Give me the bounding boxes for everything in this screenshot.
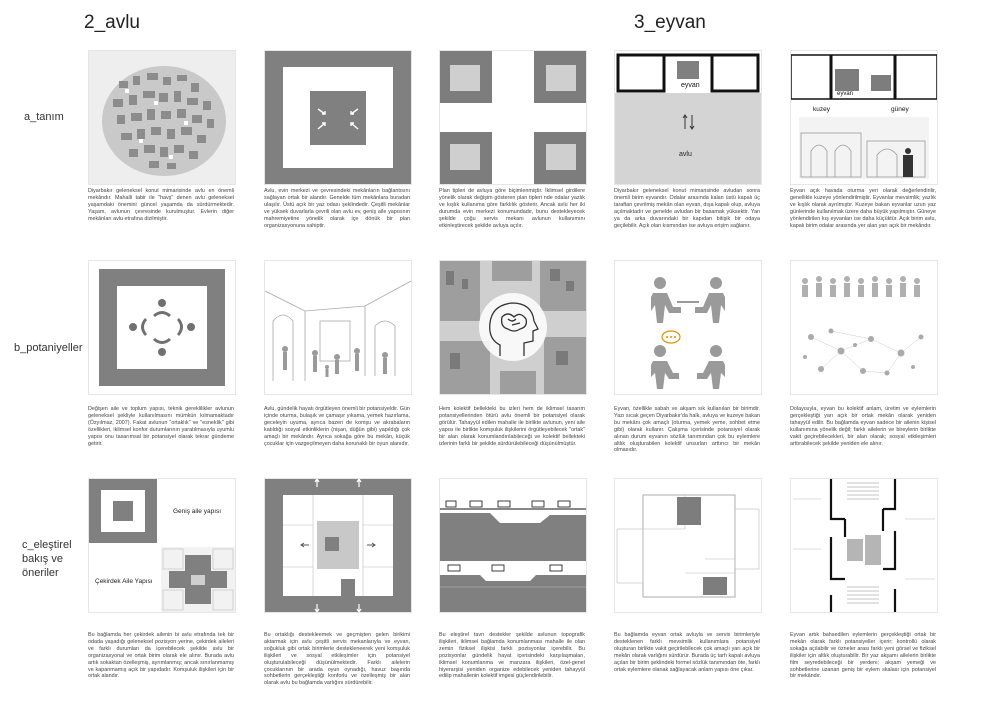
row-title-potaniyeller: b_potaniyeller: [14, 342, 83, 354]
tile-avlu-family-structure: [88, 478, 236, 613]
family-structure-drawing: [89, 479, 235, 612]
tile-eyvan-plan: [614, 50, 762, 185]
caption-b3: Hem kolektif bellekteki bu izleri hem de iklimsel tasarım potansiyellerinden ötürü avlu önemli bir potansiyel olarak görülür. Tahayyül edilen mahalle ile birlikte avlunun, yeni aile yapısı ile birlikte komşuluk ilişkilerini örgütleyebilecek "ortak" bir alan olarak konumlandırılabileceği ve kolektif bellekteki izlerinin farklı bir şekilde sürdürülebileceği düşünülmüştür.: [439, 406, 585, 447]
row-title-line-3: öneriler: [22, 567, 59, 579]
row-title-line-2: bakış ve: [22, 553, 63, 565]
caption-a4: Diyarbakır geleneksel konut mimarisinde avludan sonra önemli birim eyvandır. Odalar arasında kalan üstü kapalı üç taraftan çevrilmiş mekân olan eyvan, dışa kapalı olup, avluya açılmaktadır ve genelde avludan bir basamak yüksektir. Yan ya da arka duvarındaki bir kapıdan bitişik bir odaya geçilebilir. Açık olan kısmından ise avluya erişim sağlanır.: [614, 188, 760, 229]
topography-sections-drawing: [440, 479, 586, 612]
life-sketch-drawing: [265, 261, 411, 394]
tile-eyvan-street-relations: [790, 478, 938, 613]
caption-b5: Dolayısıyla, eyvan bu kolektif anlam, üretim ve eylemlerin gerçekleştiği yarı açık bir ortak mekân olarak yeniden tahayyül edilir. Bu bağlamda eyvan sadece bir ailenin kişisel kullanımına yönelik değil; farklı ailelerin ve bireylerin birlikte vakit geçirebilecekleri, bir alan olarak; sosyal etkileşimleri arttırabilecek şekilde yeniden ele alınır.: [790, 406, 936, 447]
tile-eyvan-collective-network: [790, 260, 938, 395]
label-eyvan-2: eyvan: [837, 91, 854, 97]
row-title-line-1: c_eleştirel: [22, 539, 72, 551]
caption-b1: Değişen aile ve toplum yapısı, teknik gereklilikler avlunun geleneksel şekliyle kullanılmasını mümkün kılmamaktadır (Özyılmaz, 2007). Fakat avlunun "ortaklık" ve "esneklik" gibi özellikleri, iklimsel konfor durumlarının yaratılmasıyla uyumlu yapısı onu tasarımsal bir potansiyel olarak tekrar gündeme getirir.: [88, 406, 234, 447]
label-eyvan: eyvan: [681, 82, 700, 89]
caption-b4: Eyvan, özellikle sabah ve akşam sık kullanılan bir birimdir. Yazı sıcak geçen Diyarbakır'da halk, avluya ve kuzeye bakan bu mekânı çok amaçlı (oturma, yemek yeme, sohbet etme gibi) olarak kullanır. Çalışma içerisinde potansiyel olarak alınan durum eyvanın sözlük tanımından çok bu eylemlere altlık oluşturabilen kolektif unsurları arttırıcı bir mekân olmasıdır.: [614, 406, 760, 454]
tile-avlu-topography-sections: [439, 478, 587, 613]
label-avlu: avlu: [679, 151, 692, 158]
label-cekirdek-aile: Çekirdek Aile Yapısı: [95, 578, 153, 585]
tile-avlu-shared-units: [264, 478, 412, 613]
caption-c3: Bu eleştirel tavrı destekler şekilde avlunun topografik ilişkileri, iklimsel bağlamda konumlanması mahalle ile olan zemin fiziksel ilişkisi farklı pozisyonlar içerebilir. Bu pozisyonlar gündelik hayat içerisindeki karşılaşmaları, iklimsel konumlanma ve manzara ilişkileri, özel-genel hiyerarşisi yeniden organize edebilecek yeniden tahayyül edilip mahallenin kolektif imgesi güçlendirilebilir.: [439, 632, 585, 680]
tile-avlu-people-circle: [88, 260, 236, 395]
caption-c2: Bu ortaklığı destekleemek ve geçmişten gelen birikimi aktarmak için avlu çeşitli servis mekanlarıyla ve eyvan, soğukluk gibi ortak birimlerle destekleneerek yeni komşuluk ilişkileri ve sosyal etkileşimler için potansiyel oluşturulabileceği düşünülmektedir. Farklı ailelerin çocuklarının bir arada oyun oynadığı, havuz başında sohbetlerin gerçekleştiği konforlu ve özelleşmiş bir alan olarak avlu bu bağlamda varlığını sürdürebilir.: [264, 632, 410, 687]
eyvan-proposal-drawing: [615, 479, 761, 612]
plan-types-drawing: [440, 51, 586, 184]
caption-a2: Avlu, evin merkezi ve çevresindeki mekânların bağlantısını sağlayan ortak bir alandır. Genelde tüm mekânlara buradan ulaşılır. Üstü açık bir yaz odası şeklindedir. Çeşitli mekânlar ve yüksek duvarlarla çevrili olan avlu ev, geniş aile yapısının mahremiyetine yönelik olarak içe dönük bir plan organizasyonuna sahiptir.: [264, 188, 410, 229]
caption-c1: Bu bağlamda her çekirdek ailenin bi avlu etrafında tek bir odada yaşadığı geleneksel pozisyon yerine, çekirdek aileleri ve farklı durumları da içerebilecek şekilde avlu bir organizasyonal ve ortak birim olarak ele alınır. Burada avlu artık sokaktan özelleşmiş, ayrımlanmış; ancak sınırlanmamış ve kapanmamış açık bir yapıdadır. Komşuluk ilişkileri için bir ortak alandır.: [88, 632, 234, 680]
label-kuzey: kuzey: [813, 106, 830, 113]
tile-avlu-life-sketch: [264, 260, 412, 395]
people-circle-drawing: [89, 261, 235, 394]
aerial-map-drawing: [89, 51, 235, 184]
caption-c4: Bu bağlamda eyvan ortak avluyla ve servis birimleriyle desteklenen farklı mevsimlik kullanımlara potansiyel oluşturan birlikte vakit geçirilebilecek çok amaçlı yarı açık bir mekân olarak varlığını sürdürür. Burada üç tarfı kapalı avluya açılan bir birim şeklindeki formel sözlük tanımından öte, farklı ortak eylemlere olanak sağlayacak anlam yapısı öne çıkar.: [614, 632, 760, 673]
row-title-tanim: a_tanım: [24, 111, 64, 123]
tile-eyvan-proposal-plan: [614, 478, 762, 613]
section-title-eyvan: 3_eyvan: [634, 12, 706, 33]
caption-a5: Eyvan açık havada oturma yeri olarak değerlendirilir, genellikle kuzeye yönlendirilmiştir. Eyvanlar mevsimlik; yazlık ve kışlık olarak ayrılmıştır. Kuzeye bakan eyvanlar uzun yaz günlerinde kullanılmak üzere daha büyük yapılmıştır. Güneye yönlendirilen kış eyvanları ise daha küçüktür. Açık birim avlu, kapalı birim odalar arasında yer alan yarı açık bir mekândır.: [790, 188, 936, 229]
people-talking-drawing: [615, 261, 761, 394]
label-guney: güney: [891, 106, 909, 113]
caption-a3: Plan tipleri de avluya göre biçimlenmiştir. İklimsel girdilere yönelik olarak değişim gösteren plan tipleri nde odalar yazlık ve kışlık kullanıma göre farklılık gösterir. Ancak avlu her iki durumda evin merkezi konumundadır, bunu destekleyecek şekilde çoğu servis mekanı avlunun kullanımını etkinleştirecek şekilde avluya açılır.: [439, 188, 585, 229]
collective-network-drawing: [791, 261, 937, 394]
collective-memory-drawing: [440, 261, 586, 394]
street-relations-drawing: [791, 479, 937, 612]
shared-units-drawing: [265, 479, 411, 612]
eyvan-plan-drawing: [615, 51, 761, 184]
section-title-avlu: 2_avlu: [84, 12, 140, 33]
tile-avlu-aerial-map: [88, 50, 236, 185]
caption-a1: Diyarbakır geleneksel konut mimarisinde avlu en önemli mekândır. Mahalli tabir ile "havş" denen avlu geleneksel yaşamdaki önemini güncel yaşamda da sürdürmektedir. Yaşam, avlunun çevresinde kurulmuştur. Evlerin diğer mekânları avlu etrafına dizilmiştir.: [88, 188, 234, 222]
label-genis-aile: Geniş aile yapısı: [173, 508, 222, 515]
avlu-plan-drawing: [265, 51, 411, 184]
caption-c5: Eyvan artık bahsedilen eylemlerin gerçekleştiği ortak bir mekân olarak farklı potansiyeller içerir; kontrollü olarak sokağa açılabilir ve özneler arası farklı yeni görsel ve fiziksel ilişkiler için altlık oluşturabilir. Bir yaz akşamı ailelerin birlikte film seyredebileceği bir yerdenı; akşam yemeği ve sohbetlerine uzanan geniş bir eylem skalası için potansiyel bir mekândır.: [790, 632, 936, 680]
tile-eyvan-people-talking: [614, 260, 762, 395]
tile-avlu-plan-arrows: [264, 50, 412, 185]
tile-eyvan-orientation: [790, 50, 938, 185]
row-title-elestirel: [22, 538, 72, 580]
tile-avlu-plan-types: [439, 50, 587, 185]
caption-b2: Avlu, gündelik hayatı örgütleyen önemli bir potansiyeldir. Gün içinde oturma, bulaşık ve çamaşır yıkama, yemek hazırlama, geceleyin uyuma, ayrıca bazen de komşu ve akrabaların katıldığı sosyal etkinliklerin (nişan, düğün gibi) yapıldığı çok amaçlı bir mekândır. Ayrıca sokağa göre bu mekân, küçük çocuklar için vazgeçilmeyen daha korunaklı bir oyun alanıdır.: [264, 406, 410, 447]
tile-avlu-collective-memory: [439, 260, 587, 395]
eyvan-orientation-drawing: [791, 51, 937, 184]
